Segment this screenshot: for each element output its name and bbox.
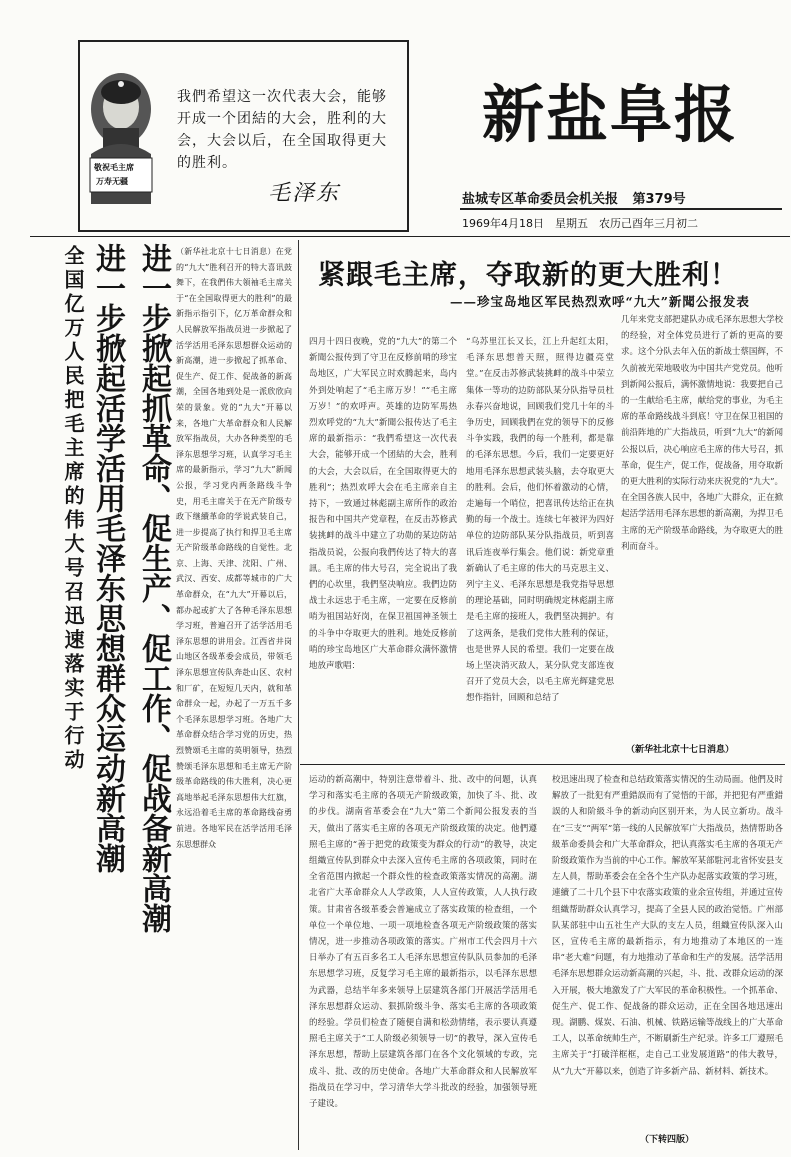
portrait-caption-1: 敬祝毛主席	[94, 162, 134, 172]
left-headline-2: 进一步掀起活学活用毛泽东思想群众运动新高潮	[90, 243, 125, 873]
left-headline-1: 进一步掀起抓革命、促生产、促工作、促战备新高潮	[136, 243, 171, 933]
issue-number: 第379号	[632, 192, 686, 207]
mao-portrait	[86, 54, 156, 214]
mid-divider	[300, 764, 785, 765]
portrait-caption-2: 万寿无疆	[96, 176, 128, 186]
publisher: 盐城专区革命委员会机关报	[462, 192, 619, 207]
left-kicker: 全国亿万人民把毛主席的伟大号召迅速落实于行动	[61, 245, 85, 773]
article-credit: （新华社北京十七日消息）	[626, 745, 735, 755]
main-subheadline: ——珍宝岛地区军民热烈欢呼“九大”新聞公报发表	[450, 294, 750, 309]
lower-col-b: 运动的新高潮中，特别注意带着斗、批、改中的问题，认真学习和落实毛主席的各项无产阶级政策，加快了斗、批、改的步伐。湖南省革委会在“九大”第二个新闻公报发表的当天，做出了落实毛主席的各项无产阶级政策的决定。他們遵照毛主席的“善于把党的政策变为群众的行动”的教导，决定组織宣传队到群众中去深入宣传毛主席的各项政策，同时在全省范围内掀起一个群众性的检查政策落实情况的高潮。湖北省广大革命群众人人学政策，人人宣传政策，人人执行政策。甘肃省各级革委会普遍成立了落实政策的检查组，一个单位一个单位地、一项一项地检查各项无产阶级政策的落实情况，进一步推动各项政策的落实。广州市工代会四月十六日举办了有五百多名工人毛泽东思想宣传队队员参加的毛泽东思想学习班，反复学习毛主席的最新指示，以毛泽东思想为武器，总结半年多来领导上层建筑各部门开展活学活用毛泽东思想群众运动、狠抓阶级斗争、落实毛主席的各项政策的经验。学员们检查了随便自满和松劲情绪，表示要认真遵照毛主席关于“工人阶级必须领导一切”的教导，深入宣传毛泽东思想，帮助上层建筑各部门在各个文化領域的专政，完成斗、批、改的历史使命。各地广大革命群众和人民解放军指战员在学习中，学习清华大学斗批改的经验，加强领导班子建设。	[309, 775, 537, 1110]
publisher-line	[462, 188, 686, 207]
newspaper-title: 新盐阜报	[481, 78, 738, 151]
article-col-a: 四月十四日夜晚，党的“九大”的第二个新聞公报传到了守卫在反修前哨的珍宝岛地区，广大军民立时欢腾起来，岛内外到处响起了“毛主席万岁！”“毛主席万岁！”的欢呼声。英雄的边防军馬热烈欢呼党的“九大”新聞公报传达了毛主席的最新指示：“我們希望这一次代表大会，能够开成一个团結的大会，胜利的大会，大会以后，在全国取得更大的胜利”；热烈欢呼大会在毛主席亲自主持下，一致通过林彪副主席所作的政治报告和中国共产党章程，在反击苏修武装挑衅的战斗中建立了功勋的某边防站指战员说，公报向我們传达了特大的喜訊。毛主席的伟大号召，完全说出了我們的心坎里，我們坚决响应。我們边防战士永远忠于毛主席，一定要在反修前哨为祖国站好岗，在保卫祖国神圣领土的斗争中夺取更大的胜利。地处反修前哨的珍宝岛地区广大革命群众满怀激情地放声歌唱：	[309, 337, 457, 672]
date-line: 1969年4月18日 星期五 农历己酉年三月初二	[462, 217, 698, 230]
article-col-b: “乌苏里江长又长，江上升起红太阳，毛泽东思想普天照，照得边疆亮堂堂。”在反击苏修武装挑衅的战斗中荣立集体一等功的边防部队某分队指导员杜永春兴奋地说，回顾我们党几十年的斗争历史，回顾我們在党的领导下的反修斗争实践，我們的每一个胜利，都是靠的毛泽东思想。今后，我们一定要更好地用毛泽东思想武装头脑，去夺取更大的胜利。会后，他们怀着激动的心情，走遍每一个哨位，把喜讯传达给正在执勤的每一个战士。连续七年被评为四好单位的边防部队某分队指战员，听到喜讯后连夜举行集会。他们说：新党章重新确认了毛主席的伟大的马克思主义、列宁主义、毛泽东思想是我党指导思想的理论基础，同时明确规定林彪副主席是毛主席的接班人，我們坚决拥护。有了这两条，是我们党伟大胜利的保证，也是世界人民的希望。我们一定要在战场上坚决消灭敌人，某分队党支部连夜召开了党员大会，以毛主席光辉建党思想作指针，回顾和总结了	[466, 337, 614, 704]
article-col-c: 几年来党支部把建队办成毛泽东思想大学校的经验，对全体党员进行了新的更高的要求。这个分队去年入伍的新战士蔡国辉，不久前被光荣地吸收为中国共产党党员。他听到新闻公报后，满怀激情地说：我要把自己的一生献给毛主席，献给党的事业，为毛主席的革命路线战斗到底！守卫在保卫祖国的前沿阵地的广大指战员，听到“九大”的新闻公报以后，决心响应毛主席的伟大号召，抓革命，促生产，促工作，促战备，用夺取新的更大胜利的实际行动来庆祝党的“九大”。在全国各族人民中，各地广大群众，正在掀起活学活用毛泽东思想的新高潮，为捍卫毛主席的无产阶级革命路线，为夺取更大的胜利而奋斗。	[621, 315, 783, 552]
main-headline: 紧跟毛主席，夺取新的更大胜利！	[318, 260, 738, 291]
left-body: （新华社北京十七日消息）在党的“九大”胜利召开的特大喜讯鼓舞下，在我們伟大領袖毛主席关于“在全国取得更大的胜利”的最新指示指引下，亿万革命群众和人民解放军指战员进一步掀起了活学活用毛泽东思想群众运动的新高潮，进一步掀起了抓革命、促生产、促工作、促战备的新高潮，全国各地到处是一派欣欣向荣的景象。党的“九大”开幕以来，各地广大革命群众和人民解放军指战员，大办各种类型的毛泽东思想学习班，认真学习毛主席的最新指示，学习“九大”新闻公报，学习党内两条路线斗争史，用毛主席关于在无产阶级专政下继續革命的学说武装自己，进一步提高了执行和捍卫毛主席无产阶级革命路线的自觉性。北京、上海、天津、沈阳、广州、武汉、西安、成都等城市的广大革命群众，在“九大”开幕以后，都办起或扩大了各种毛泽东思想学习班，普遍召开了活学活用毛泽东思想的讲用会。江西省井岗山地区各级革委会成员，带领毛泽东思想宣传队奔赴山区、农村和厂矿，在短短几天内，就和革命群众一起，办起了一万五千多个毛泽东思想学习班。各地广大革命群众结合学习党的历史，热烈赞颂毛主席的英明領导，热烈赞颂毛泽东思想和毛主席无产阶级革命路线的伟大胜利，决心更高地举起毛泽东思想伟大红旗，永远沿着毛主席的革命路线奋勇前进。各地军民在活学活用毛泽东思想群众	[176, 247, 292, 849]
lower-col-c: 校迅速出现了检查和总结政策落实情况的生动局面。他們及时解放了一批犯有严重錯誤而有了觉悟的干部，并把犯有严重錯誤的人和阶級斗争的新动向区别开来，为人民立新功。战斗在“三支”“两军”第一线的人民解放军广大指战员，热情帮助各級革命委員会和广大革命群众，把认真落实毛主席的各项无产阶级政策作为当前的中心工作。解放军某部駐河北省怀安县支左人員，帮助革委会在全各个生产队办起落实政策的学习班，連續了二十几个县下中农落实政策的业余宣传组，并通过宣传组織帮助群众认真学习，提高了全县人民的政治觉悟。广州部队某部驻中山五社生产大队的支左人员，组織宣传队深入山区，宣传毛主席的最新指示，有力地推动了本地区的一连串“老大难”问题，有力地推动了革命和生产的发展。活学活用毛泽东思想群众运动新高潮的兴起，斗、批、改群众运动的深入开展，极大地激发了广大军民的革命积极性。一个抓革命、促生产、促工作、促战备的群众运动，正在全国各地迅速出现。湖鹏、煤炭、石油、机械、铁路运输等战线上的广大革命工人，以革命统帅生产，不断刷新生产纪录。许多工厂遵照毛主席关于“打破洋框框，走自己工业发展道路”的伟大教导，从“九大”开幕以来，创造了许多新产品、新材料、新技术。	[552, 775, 783, 1077]
portrait-illustration	[86, 54, 156, 214]
continued-note: （下转四版）	[640, 1135, 695, 1145]
top-divider	[30, 236, 790, 237]
chairman-quote: 我們希望这一次代表大会，能够开成一个团結的大会，胜利的大会，大会以后，在全国取得更大的胜利。	[177, 89, 387, 171]
masthead-rule	[460, 208, 782, 210]
chairman-signature: 毛泽东	[268, 181, 341, 206]
column-divider	[298, 240, 299, 1150]
